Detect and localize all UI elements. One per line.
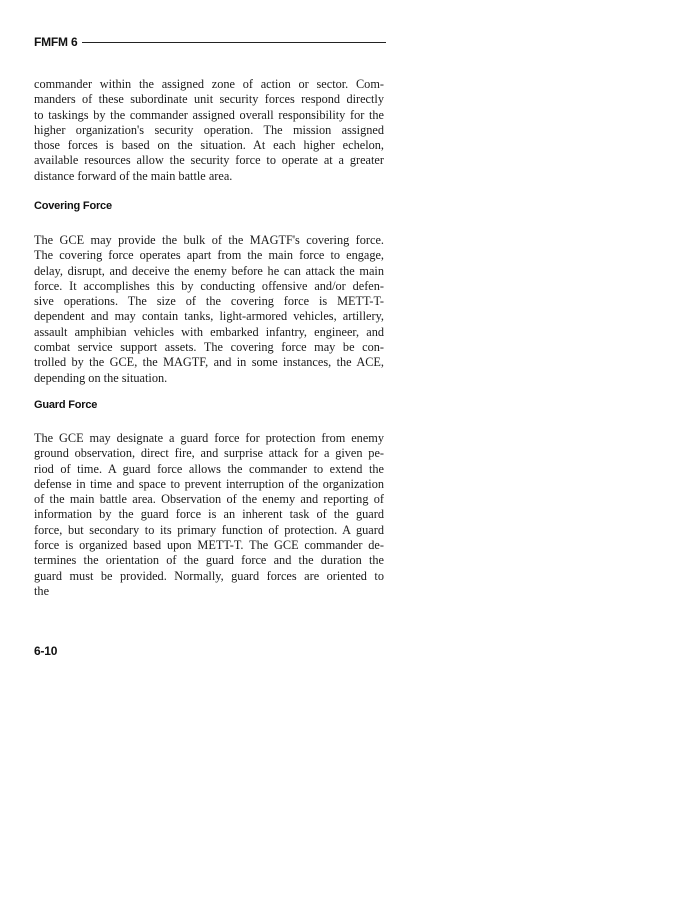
intro-line: those forces is based on the situation. At each higher echelon, xyxy=(34,138,384,153)
covering-force-heading: Covering Force xyxy=(34,200,112,212)
running-header xyxy=(34,34,386,50)
guard-force-line: ground observation, direct fire, and surprise attack for a given pe- xyxy=(34,446,384,461)
covering-force-line: force. It accomplishes this by conducting offensive and/or defen- xyxy=(34,278,384,293)
covering-force-line: delay, disrupt, and deceive the enemy before he can attack the main xyxy=(34,263,384,278)
covering-force-paragraph xyxy=(34,233,384,386)
guard-force-line: the xyxy=(34,583,50,598)
guard-force-line: information by the guard force is an inherent task of the guard xyxy=(34,507,384,522)
covering-force-line: The covering force operates apart from the main force to engage, xyxy=(34,248,384,263)
covering-force-line: trolled by the GCE, the MAGTF, and in some instances, the ACE, xyxy=(34,355,384,370)
header-rule xyxy=(82,42,386,43)
page-number: 6-10 xyxy=(34,644,58,658)
intro-line: available resources allow the security force to operate at a greater xyxy=(34,153,384,168)
intro-line: to taskings by the commander assigned overall responsibility for the xyxy=(34,107,384,122)
covering-force-line: dependent and may contain tanks, light-armored vehicles, artillery, xyxy=(34,309,384,324)
guard-force-line: termines the orientation of the guard force and the duration the xyxy=(34,553,384,568)
intro-line: commander within the assigned zone of action or sector. Com- xyxy=(34,77,384,91)
intro-line: higher organization's security operation. The mission assigned xyxy=(34,122,384,137)
covering-force-line: The GCE may provide the bulk of the MAGTF's covering force. xyxy=(34,233,384,247)
guard-force-heading: Guard Force xyxy=(34,399,98,411)
intro-line: distance forward of the main battle area. xyxy=(34,168,233,183)
guard-force-line: force is organized based upon METT-T. The GCE commander de- xyxy=(34,538,384,553)
covering-force-line: assault amphibian vehicles with embarked infantry, engineer, and xyxy=(34,324,384,339)
guard-force-line: force, but secondary to its primary function of protection. A guard xyxy=(34,522,384,537)
guard-force-line: of the main battle area. Observation of the enemy and reporting of xyxy=(34,492,384,507)
guard-force-line: The GCE may designate a guard force for protection from enemy xyxy=(34,431,384,445)
guard-force-line: guard must be provided. Normally, guard forces are oriented to xyxy=(34,568,384,583)
covering-force-line: sive operations. The size of the covering force is METT-T- xyxy=(34,294,384,309)
guard-force-line: riod of time. A guard force allows the commander to extend the xyxy=(34,461,384,476)
guard-force-paragraph xyxy=(34,431,384,599)
guard-force-line: defense in time and space to prevent interruption of the organization xyxy=(34,476,384,491)
header-title: FMFM 6 xyxy=(34,35,78,49)
intro-line: manders of these subordinate unit security forces respond directly xyxy=(34,92,384,107)
intro-paragraph xyxy=(34,77,384,184)
covering-force-line: depending on the situation. xyxy=(34,370,168,385)
covering-force-line: combat service support assets. The covering force may be con- xyxy=(34,340,384,355)
